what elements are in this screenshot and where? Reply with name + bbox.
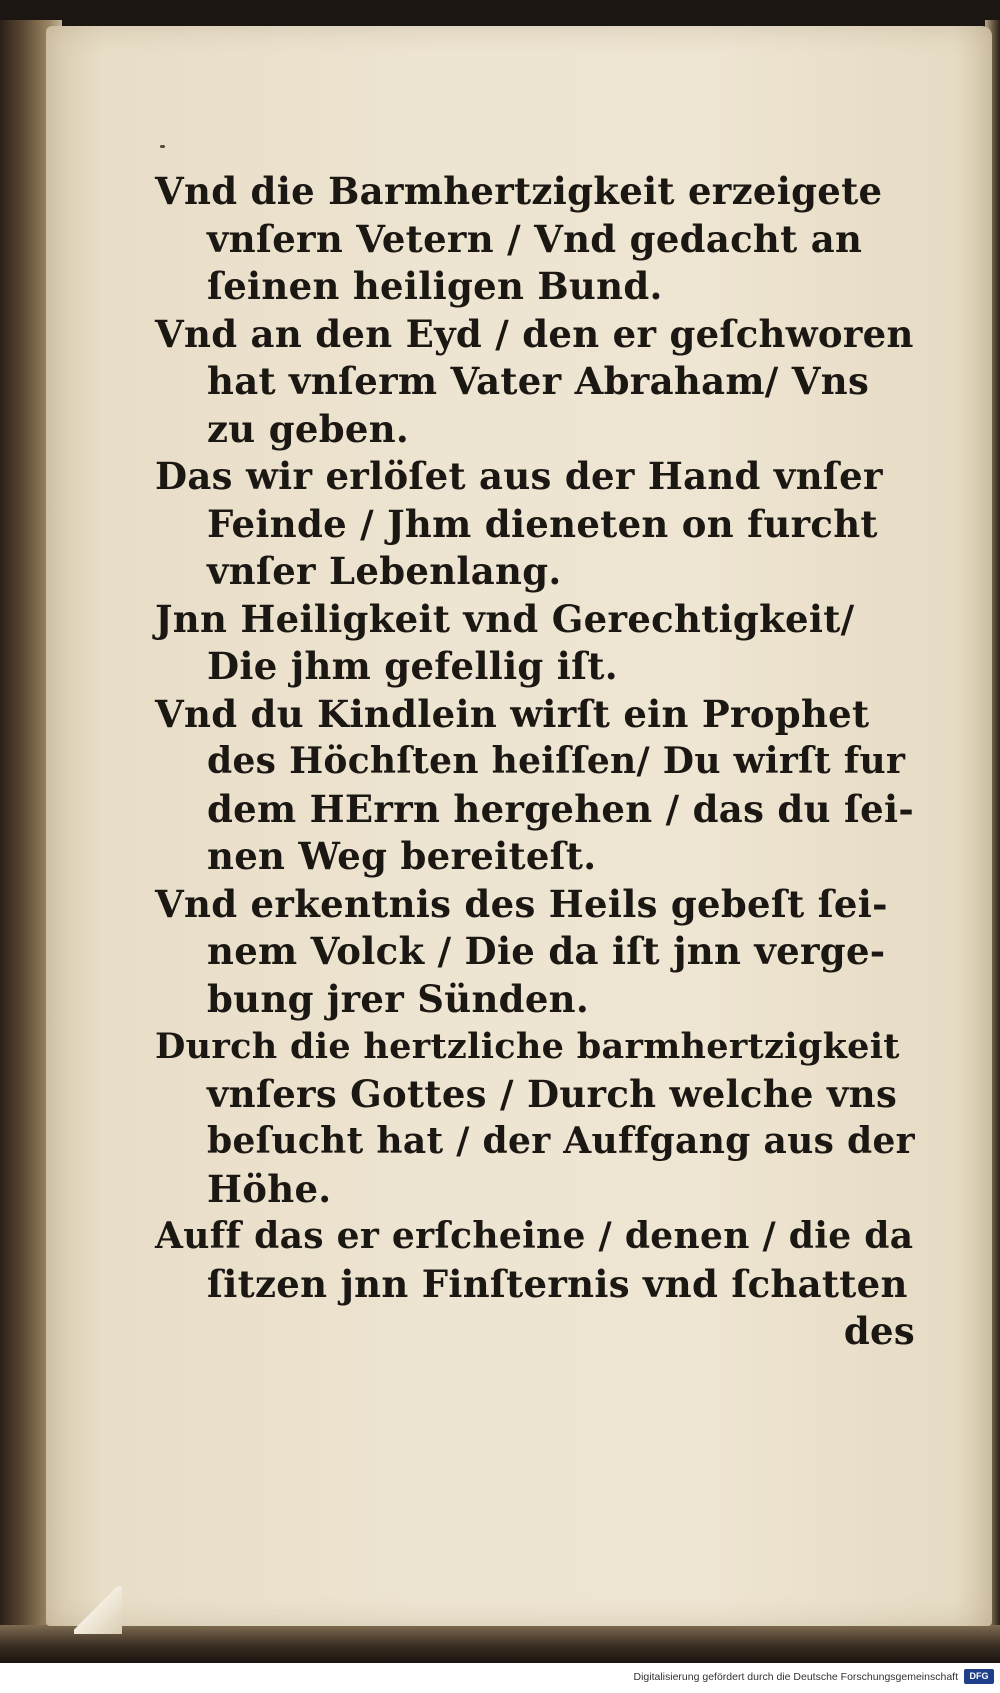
text-line: Vnd die Barmhertzigkeit erzeigete <box>155 169 883 213</box>
text-line: hat vnſerm Vater Abraham/ Vns <box>207 359 870 403</box>
text-line: ſeinen heiligen Bund. <box>207 264 663 308</box>
text-line: ſitzen jnn Finſternis vnd ſchatten <box>207 1261 908 1306</box>
text-line: nen Weg bereiteſt. <box>207 834 597 878</box>
text-line: beſucht hat / der Auffgang aus der <box>207 1120 915 1162</box>
digitization-credit: Digitalisierung gefördert durch die Deutsche Forschungsgemeinschaft <box>633 1671 958 1683</box>
page-text <box>155 168 915 1356</box>
text-line: dem HErrn hergehen / das du ſei- <box>207 786 915 831</box>
text-line: Vnd an den Eyd / den er geſchworen <box>155 311 914 356</box>
text-line: Die jhm gefellig iſt. <box>207 644 618 688</box>
text-line: Das wir erlöſet aus der Hand vnſer <box>155 454 883 498</box>
text-line: des Höchſten heiſſen/ Du wirſt fur <box>207 740 906 782</box>
text-line: Vnd erkentnis des Heils gebeſt ſei- <box>155 881 888 926</box>
text-line: bung jrer Sünden. <box>207 976 590 1021</box>
text-line: zu geben. <box>207 406 410 451</box>
dfg-logo-icon: DFG <box>964 1669 994 1684</box>
text-line: nem Volck / Die da iſt jnn verge- <box>207 929 886 973</box>
text-line: vnſers Gottes / Durch welche vns <box>207 1071 898 1116</box>
corner-fold <box>74 1586 122 1634</box>
text-line: Feinde / Jhm dieneten on furcht <box>207 501 878 546</box>
catchword: des <box>843 1309 915 1353</box>
text-line: Jnn Heiligkeit vnd Gerechtigkeit/ <box>155 596 855 641</box>
text-line: Durch die hertzliche barmhertzigkeit <box>155 1026 900 1067</box>
bottom-page-edge <box>0 1625 1000 1663</box>
text-line: Höhe. <box>207 1166 332 1211</box>
text-line: vnſer Lebenlang. <box>207 549 562 593</box>
text-line: vnſern Vetern / Vnd gedacht an <box>207 216 863 261</box>
text-line: Vnd du Kindlein wirſt ein Prophet <box>155 691 870 736</box>
ink-speck <box>160 145 165 148</box>
text-line: Auff das er erſcheine / denen / die da <box>155 1215 914 1257</box>
